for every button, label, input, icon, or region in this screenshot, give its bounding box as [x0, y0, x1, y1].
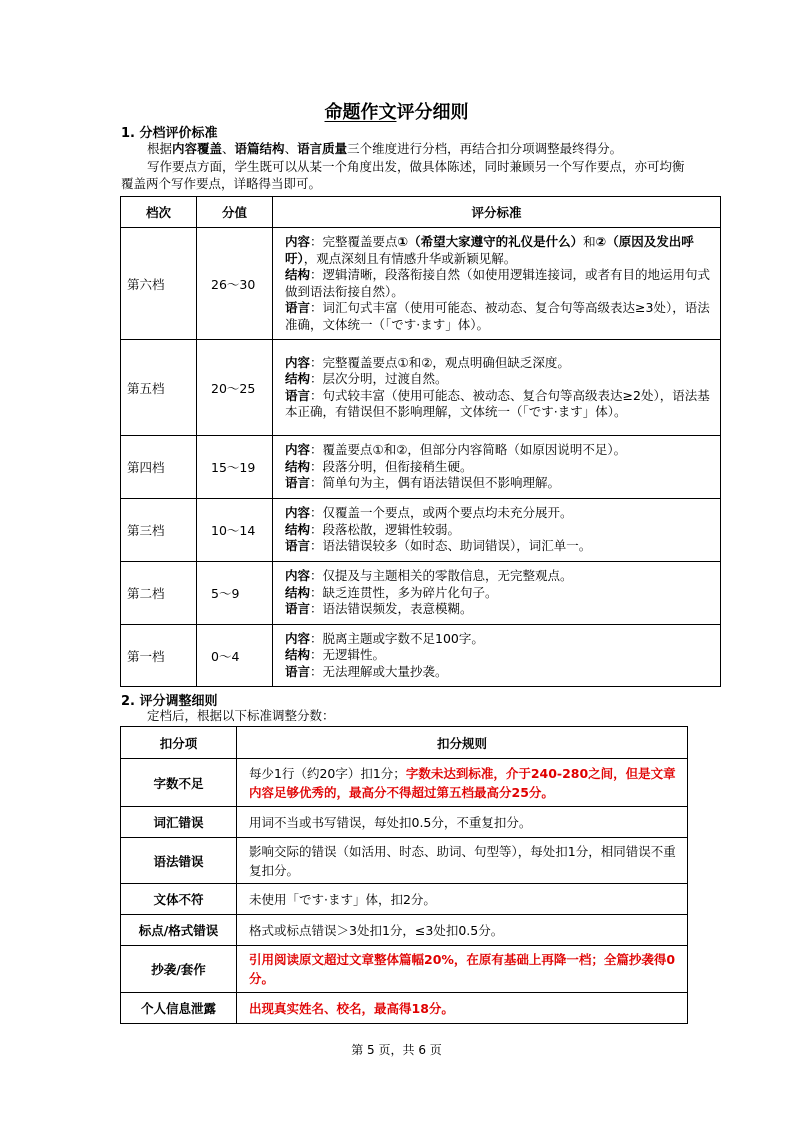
grade-score: 26～30 [197, 228, 273, 340]
grade-score: 0～4 [197, 625, 273, 687]
grade-level: 第一档 [121, 625, 197, 687]
grade-score: 5～9 [197, 562, 273, 625]
table-row [121, 915, 688, 946]
table-row [121, 625, 721, 687]
header-score: 分值 [197, 197, 273, 228]
header-level: 档次 [121, 197, 197, 228]
deduct-item: 抄袭/套作 [121, 946, 237, 993]
grade-level: 第六档 [121, 228, 197, 340]
grade-level: 第四档 [121, 436, 197, 499]
deduct-rule: 影响交际的错误（如活用、时态、助词、句型等），每处扣1分，相同错误不重复扣分。 [237, 838, 688, 884]
table-row [121, 946, 688, 993]
deduct-item: 文体不符 [121, 884, 237, 915]
table-row [121, 436, 721, 499]
grade-score: 10～14 [197, 499, 273, 562]
page-footer: 第 5 页，共 6 页 [351, 1043, 442, 1057]
table-row [121, 807, 688, 838]
table-row [121, 499, 721, 562]
header-criteria: 评分标准 [273, 197, 721, 228]
section1-paragraph2: 写作要点方面，学生既可以从某一个角度出发，做具体陈述，同时兼顾另一个写作要点，亦可均衡覆盖两个写作要点，详略得当即可。 [121, 159, 685, 191]
table-row [121, 562, 721, 625]
table-row [121, 340, 721, 436]
section2-heading: 2. 评分调整细则 [121, 694, 218, 709]
header-item: 扣分项 [121, 727, 237, 759]
table-row [121, 759, 688, 807]
grade-level: 第五档 [121, 340, 197, 436]
deduct-item: 语法错误 [121, 838, 237, 884]
grade-level: 第二档 [121, 562, 197, 625]
table-row [121, 884, 688, 915]
deduct-rule: 每少1行（约20字）扣1分；字数未达到标准，介于240-280之间，但是文章内容足够优秀的，最高分不得超过第五档最高分25分。 [237, 759, 688, 807]
deduct-item: 字数不足 [121, 759, 237, 807]
deduct-item: 标点/格式错误 [121, 915, 237, 946]
deduct-item: 个人信息泄露 [121, 993, 237, 1024]
header-rule: 扣分规则 [237, 727, 688, 759]
grade-criteria: 内容：完整覆盖要点①和②，观点明确但缺乏深度。 结构：层次分明，过渡自然。 语言：句式较丰富（使用可能态、被动态、复合句等高级表达≥2处），语法基本正确，有错误但不影响理解，文体统一（「です·ます」体）。 [273, 340, 721, 436]
table-row [121, 838, 688, 884]
grade-table [120, 196, 721, 687]
grade-score: 15～19 [197, 436, 273, 499]
deduct-rule: 未使用「です·ます」体，扣2分。 [237, 884, 688, 915]
grade-score: 20～25 [197, 340, 273, 436]
title-rest: 评分细则 [396, 102, 469, 123]
table-row [121, 228, 721, 340]
section1-heading: 1. 分档评价标准 [121, 126, 218, 141]
page-title [0, 98, 793, 124]
section2-paragraph: 定档后，根据以下标准调整分数： [147, 708, 335, 723]
grade-table-header [121, 197, 721, 228]
title-underlined: 命题作文 [324, 102, 397, 123]
deduct-rule: 格式或标点错误＞3处扣1分，≤3处扣0.5分。 [237, 915, 688, 946]
deduct-rule: 引用阅读原文超过文章整体篇幅20%，在原有基础上再降一档；全篇抄袭得0分。 [237, 946, 688, 993]
deduct-table [120, 726, 688, 1024]
deduct-item: 词汇错误 [121, 807, 237, 838]
table-row [121, 993, 688, 1024]
grade-criteria: 内容：仅提及与主题相关的零散信息，无完整观点。 结构：缺乏连贯性，多为碎片化句子。 语言：语法错误频发，表意模糊。 [273, 562, 721, 625]
grade-criteria: 内容：仅覆盖一个要点，或两个要点均未充分展开。 结构：段落松散，逻辑性较弱。 语言：语法错误较多（如时态、助词错误），词汇单一。 [273, 499, 721, 562]
deduct-rule: 出现真实姓名、校名，最高得18分。 [237, 993, 688, 1024]
section1-paragraph1: 根据内容覆盖、语篇结构、语言质量三个维度进行分档，再结合扣分项调整最终得分。 [147, 141, 623, 156]
grade-criteria: 内容：覆盖要点①和②，但部分内容简略（如原因说明不足）。 结构：段落分明，但衔接稍生硬。 语言：简单句为主，偶有语法错误但不影响理解。 [273, 436, 721, 499]
deduct-rule: 用词不当或书写错误，每处扣0.5分，不重复扣分。 [237, 807, 688, 838]
grade-criteria: 内容：完整覆盖要点①（希望大家遵守的礼仪是什么）和②（原因及发出呼吁），观点深刻且有情感升华或新颖见解。 结构：逻辑清晰，段落衔接自然（如使用逻辑连接词，或者有目的地运用句式做到语法衔接自然）。 语言：词汇句式丰富（使用可能态、被动态、复合句等高级表达≥3处），语法准确，文体统一（「です·ます」体）。 [273, 228, 721, 340]
grade-level: 第三档 [121, 499, 197, 562]
grade-criteria: 内容：脱离主题或字数不足100字。 结构：无逻辑性。 语言：无法理解或大量抄袭。 [273, 625, 721, 687]
deduct-table-header [121, 727, 688, 759]
